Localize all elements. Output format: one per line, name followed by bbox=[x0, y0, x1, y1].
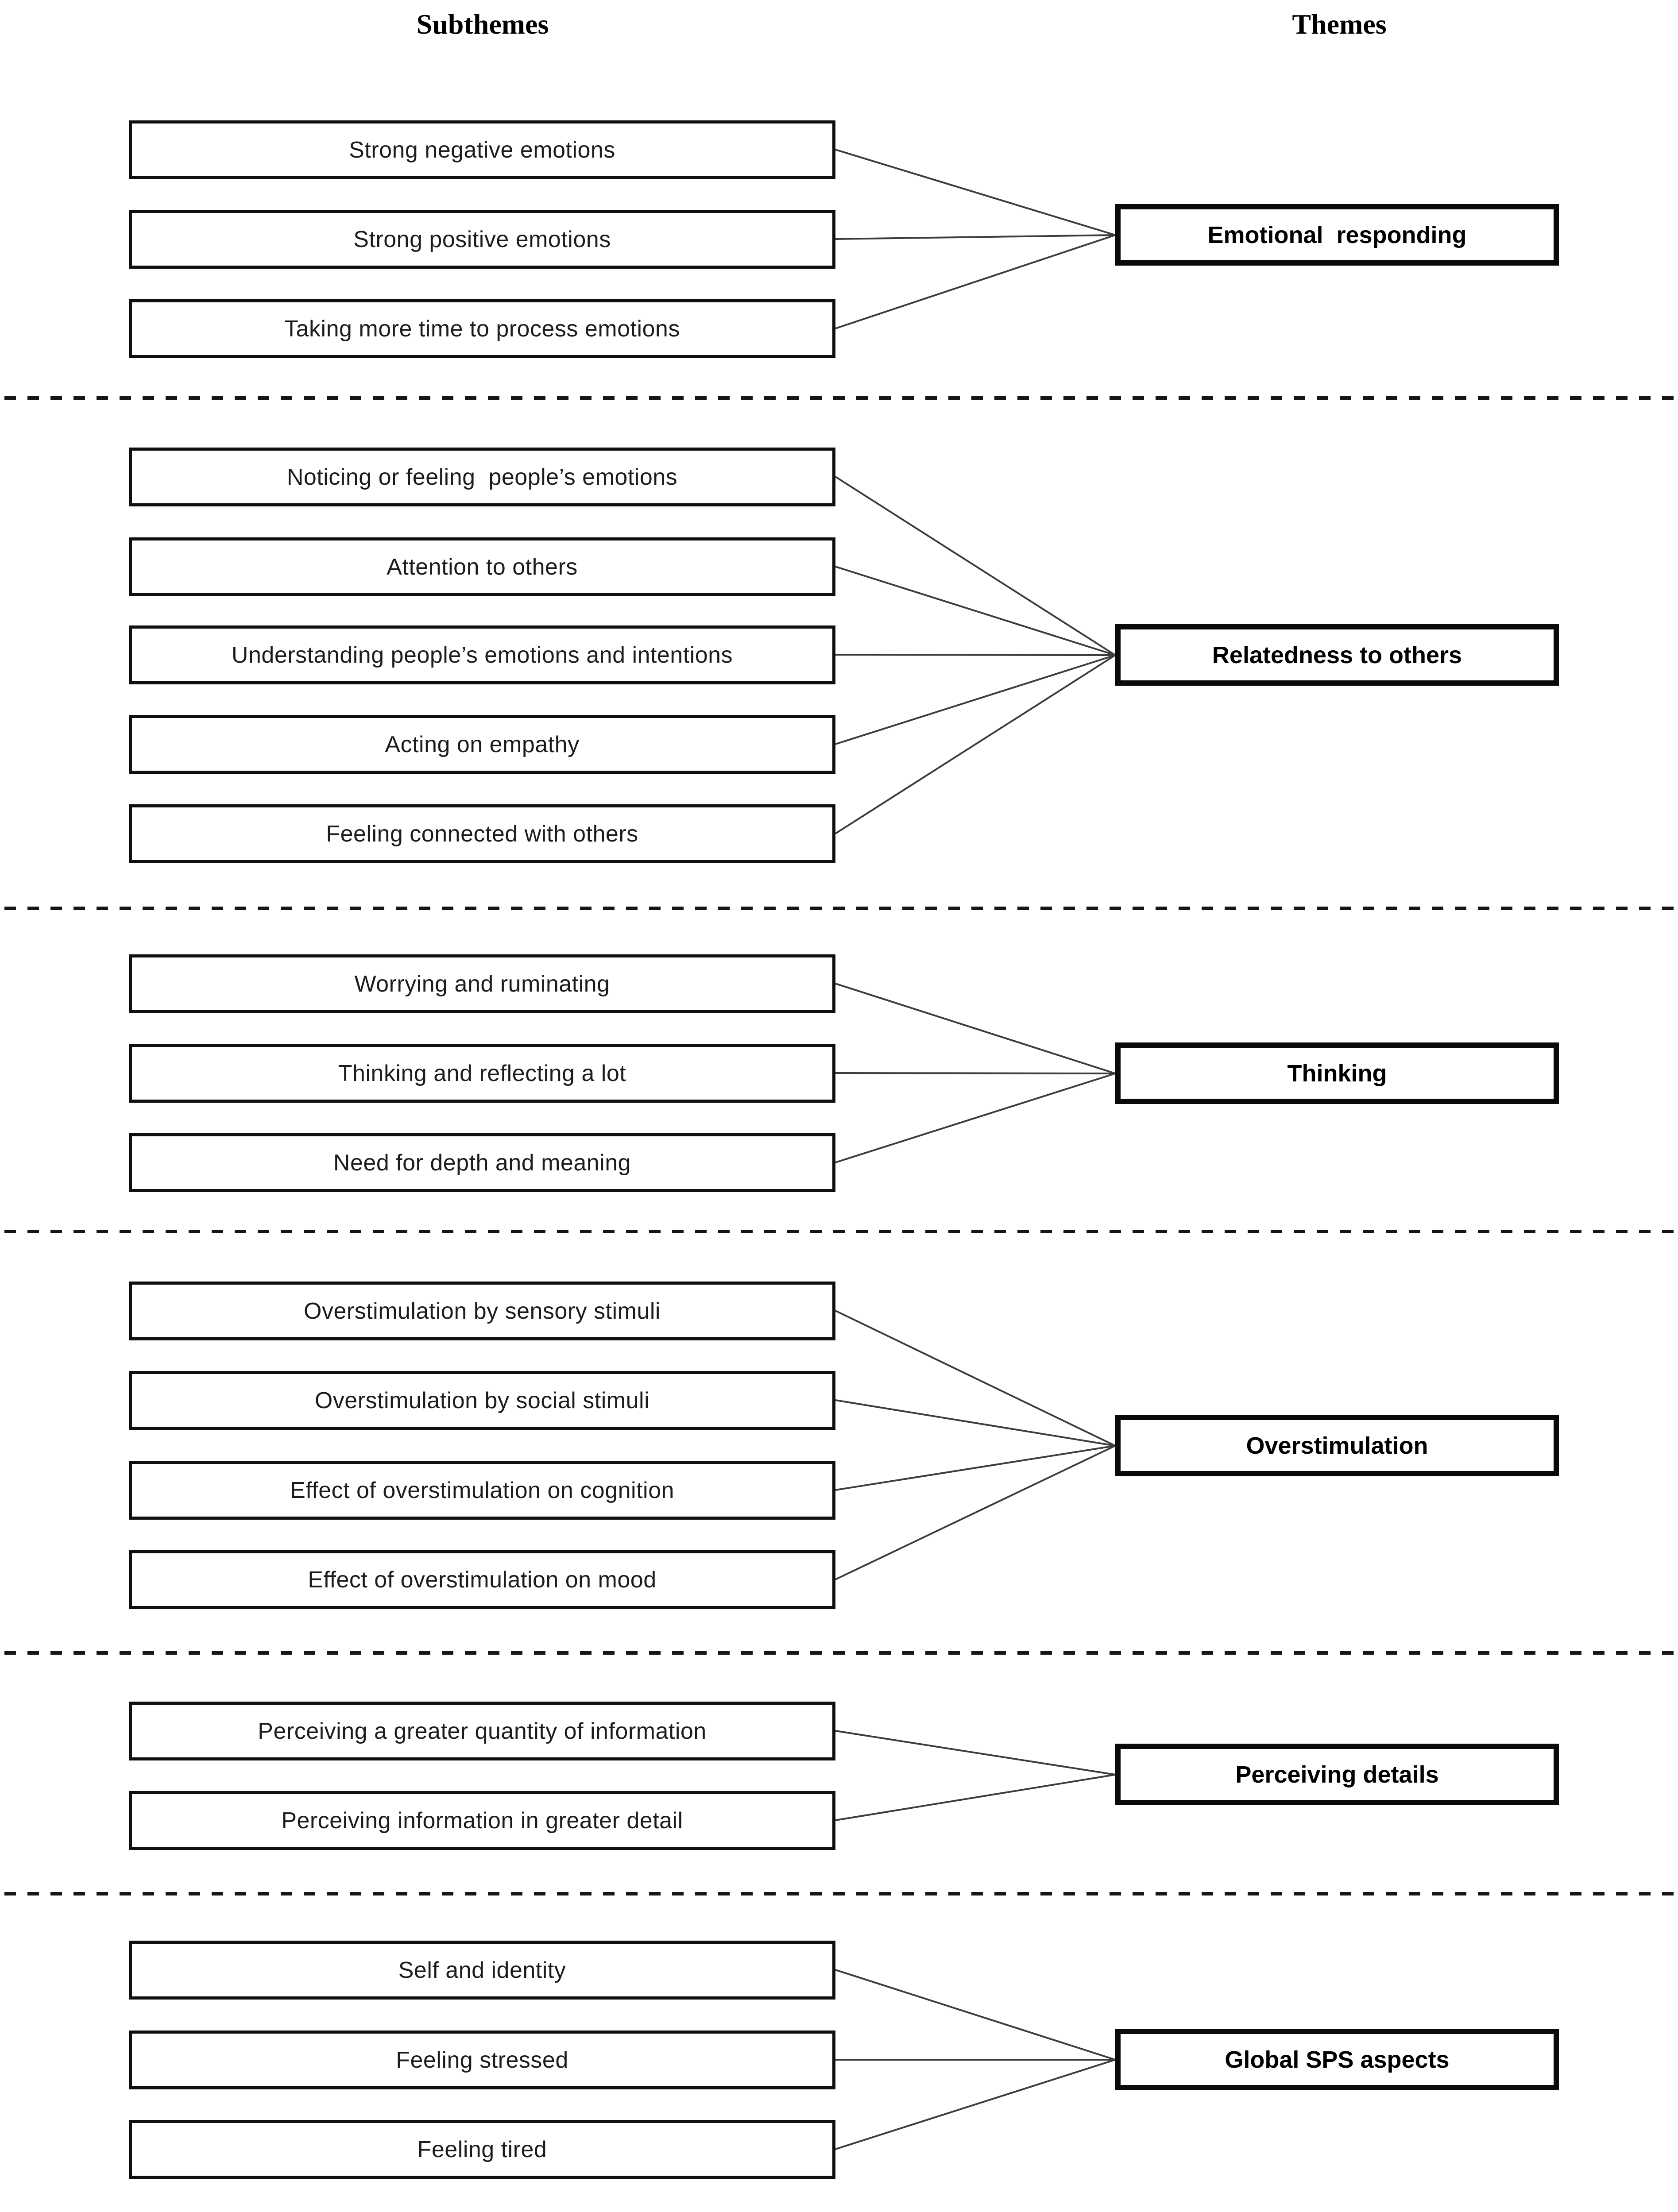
themes-column-header: Themes bbox=[1292, 8, 1387, 40]
connector-line bbox=[835, 1446, 1115, 1490]
subtheme-label: Self and identity bbox=[398, 1957, 566, 1983]
connector-line bbox=[835, 1311, 1115, 1446]
subtheme-label: Overstimulation by social stimuli bbox=[314, 1387, 650, 1413]
subtheme-box-effect-of-overstimulation-on-cognition bbox=[129, 1461, 835, 1520]
subtheme-box-perceiving-information-in-greater-detail bbox=[129, 1791, 835, 1850]
subtheme-label: Strong positive emotions bbox=[353, 226, 611, 252]
subtheme-box-perceiving-a-greater-quantity-of-information bbox=[129, 1702, 835, 1760]
theme-label: Perceiving details bbox=[1235, 1761, 1439, 1788]
subtheme-box-strong-positive-emotions bbox=[129, 210, 835, 269]
connector-line bbox=[835, 1970, 1115, 2060]
subtheme-box-effect-of-overstimulation-on-mood bbox=[129, 1550, 835, 1609]
connector-line bbox=[835, 1775, 1115, 1820]
subtheme-label: Attention to others bbox=[387, 554, 578, 580]
subtheme-label: Thinking and reflecting a lot bbox=[338, 1060, 626, 1086]
subtheme-box-feeling-stressed bbox=[129, 2031, 835, 2089]
connector-line bbox=[835, 235, 1115, 239]
theme-box-perceiving-details bbox=[1115, 1744, 1559, 1805]
subtheme-label: Feeling connected with others bbox=[326, 821, 638, 847]
subtheme-label: Acting on empathy bbox=[385, 731, 580, 757]
section-divider bbox=[4, 907, 1674, 910]
subtheme-box-noticing-or-feeling-peoples-emotions bbox=[129, 448, 835, 506]
theme-label: Emotional responding bbox=[1207, 221, 1467, 248]
subtheme-box-overstimulation-by-social-stimuli bbox=[129, 1371, 835, 1430]
subtheme-box-attention-to-others bbox=[129, 537, 835, 596]
theme-label: Global SPS aspects bbox=[1225, 2046, 1450, 2073]
connector-line bbox=[835, 1400, 1115, 1446]
subtheme-label: Worrying and ruminating bbox=[354, 971, 610, 997]
connector-line bbox=[835, 1731, 1115, 1775]
subtheme-box-understanding-peoples-emotions-and-intentions bbox=[129, 625, 835, 684]
subtheme-label: Need for depth and meaning bbox=[333, 1150, 631, 1176]
section-divider bbox=[4, 1892, 1674, 1895]
subtheme-label: Effect of overstimulation on cognition bbox=[290, 1477, 674, 1503]
subtheme-box-taking-more-time-to-process-emotions bbox=[129, 299, 835, 358]
subtheme-label: Perceiving information in greater detail bbox=[281, 1807, 683, 1834]
theme-box-overstimulation bbox=[1115, 1415, 1559, 1476]
subtheme-label: Perceiving a greater quantity of information bbox=[258, 1718, 707, 1744]
theme-box-global-sps-aspects bbox=[1115, 2029, 1559, 2090]
theme-label: Relatedness to others bbox=[1212, 641, 1462, 668]
subtheme-label: Feeling tired bbox=[417, 2136, 547, 2162]
subtheme-box-thinking-and-reflecting-a-lot bbox=[129, 1044, 835, 1103]
subtheme-box-feeling-connected-with-others bbox=[129, 804, 835, 863]
subtheme-label: Overstimulation by sensory stimuli bbox=[304, 1298, 661, 1324]
section-divider bbox=[4, 396, 1674, 400]
subtheme-box-acting-on-empathy bbox=[129, 715, 835, 774]
subtheme-label: Noticing or feeling people’s emotions bbox=[286, 464, 678, 490]
connector-line bbox=[835, 235, 1115, 328]
theme-box-emotional-responding bbox=[1115, 204, 1559, 266]
connector-line bbox=[835, 567, 1115, 655]
connector-line bbox=[835, 655, 1115, 744]
connector-line bbox=[835, 984, 1115, 1073]
subtheme-label: Effect of overstimulation on mood bbox=[308, 1567, 657, 1593]
subthemes-column-header: Subthemes bbox=[416, 8, 549, 40]
connector-line bbox=[835, 1073, 1115, 1162]
subtheme-label: Feeling stressed bbox=[396, 2047, 568, 2073]
subtheme-label: Taking more time to process emotions bbox=[284, 316, 680, 342]
connector-line bbox=[835, 655, 1115, 834]
theme-label: Overstimulation bbox=[1246, 1432, 1428, 1459]
subtheme-box-strong-negative-emotions bbox=[129, 120, 835, 179]
connector-line bbox=[835, 1446, 1115, 1579]
subtheme-box-need-for-depth-and-meaning bbox=[129, 1133, 835, 1192]
subtheme-label: Understanding people’s emotions and intentions bbox=[231, 642, 733, 668]
subtheme-box-overstimulation-by-sensory-stimuli bbox=[129, 1282, 835, 1340]
connector-line bbox=[835, 150, 1115, 235]
subtheme-box-self-and-identity bbox=[129, 1941, 835, 2000]
section-divider bbox=[4, 1230, 1674, 1233]
subtheme-box-worrying-and-ruminating bbox=[129, 954, 835, 1013]
theme-box-relatedness-to-others bbox=[1115, 624, 1559, 686]
section-divider bbox=[4, 1651, 1674, 1655]
subtheme-box-feeling-tired bbox=[129, 2120, 835, 2179]
connector-line bbox=[835, 477, 1115, 655]
theme-label: Thinking bbox=[1287, 1060, 1387, 1087]
subtheme-label: Strong negative emotions bbox=[349, 137, 615, 163]
theme-box-thinking bbox=[1115, 1042, 1559, 1104]
connector-line bbox=[835, 2060, 1115, 2149]
